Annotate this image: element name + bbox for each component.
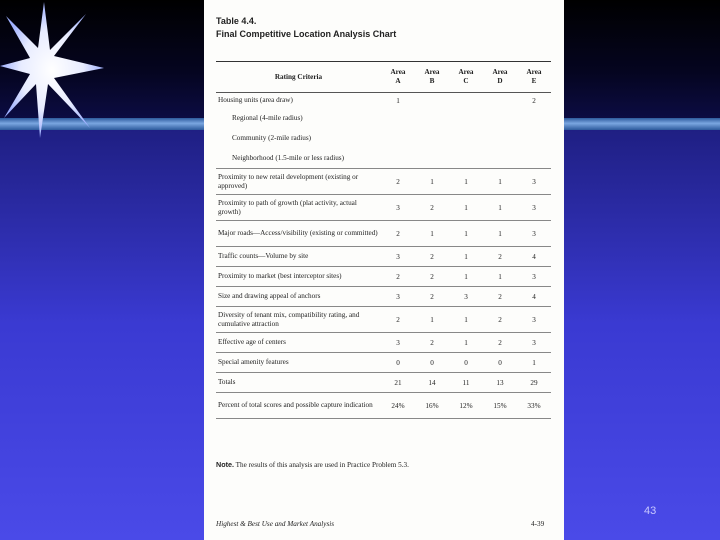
row-label: Effective age of centers xyxy=(216,333,381,353)
row-label: Percent of total scores and possible capture indication xyxy=(216,393,381,419)
table-row xyxy=(216,221,551,247)
table-row xyxy=(216,353,551,373)
row-value xyxy=(449,93,483,109)
row-value: 11 xyxy=(449,373,483,393)
row-value: 1 xyxy=(396,96,400,105)
row-value: 33% xyxy=(517,393,551,419)
row-label: Proximity to market (best interceptor sites) xyxy=(216,267,381,287)
starburst-icon xyxy=(0,0,110,140)
row-value: 2 xyxy=(415,287,449,307)
row-value: 15% xyxy=(483,393,517,419)
row-value: 24% xyxy=(381,393,415,419)
row-value: 2 xyxy=(415,267,449,287)
row-value xyxy=(415,149,449,169)
row-value: 2 xyxy=(381,307,415,333)
footer-book-title: Highest & Best Use and Market Analysis xyxy=(216,520,335,528)
row-value: 1 xyxy=(449,307,483,333)
row-label: Neighborhood (1.5-mile or less radius) xyxy=(216,149,381,169)
row-value xyxy=(483,129,517,149)
row-value: 2 xyxy=(483,287,517,307)
row-value: 1 xyxy=(449,221,483,247)
row-value: 1 xyxy=(449,267,483,287)
row-value xyxy=(449,129,483,149)
row-value: 1 xyxy=(483,221,517,247)
row-value: 3 xyxy=(517,169,551,195)
row-value: 1 xyxy=(415,169,449,195)
row-value: 2 xyxy=(532,96,536,105)
row-value xyxy=(381,149,415,169)
row-value xyxy=(415,93,449,109)
row-value: 3 xyxy=(517,267,551,287)
row-label: Housing units (area draw) xyxy=(218,96,293,105)
header-area: Area C xyxy=(449,62,483,93)
row-value: 3 xyxy=(381,333,415,353)
table-row xyxy=(216,333,551,353)
row-value: 16% xyxy=(415,393,449,419)
header-rating-criteria: Rating Criteria xyxy=(216,62,381,93)
row-value: 4 xyxy=(517,247,551,267)
footer-page-number: 4-39 xyxy=(531,520,545,528)
table-row xyxy=(216,307,551,333)
table-row xyxy=(216,247,551,267)
row-value: 3 xyxy=(517,221,551,247)
row-label: Major roads—Access/visibility (existing or committed) xyxy=(216,221,381,247)
table-title: Final Competitive Location Analysis Chart xyxy=(216,29,397,39)
row-value xyxy=(415,109,449,129)
row-value: 3 xyxy=(449,287,483,307)
table-row xyxy=(216,93,551,109)
row-value: 0 xyxy=(381,353,415,373)
row-value: 1 xyxy=(415,307,449,333)
row-value: 1 xyxy=(449,195,483,221)
row-value: 2 xyxy=(415,333,449,353)
row-value xyxy=(517,149,551,169)
row-value: 14 xyxy=(415,373,449,393)
table-row xyxy=(216,169,551,195)
table-label: Table 4.4. xyxy=(216,16,257,26)
row-value: 4 xyxy=(517,287,551,307)
table-row xyxy=(216,109,551,129)
table-row xyxy=(216,129,551,149)
row-value: 3 xyxy=(381,195,415,221)
row-value xyxy=(517,109,551,129)
row-label: Proximity to path of growth (plat activity, actual growth) xyxy=(216,195,381,221)
row-value: 2 xyxy=(381,169,415,195)
table-row xyxy=(216,287,551,307)
row-value xyxy=(415,129,449,149)
header-area: Area E xyxy=(517,62,551,93)
row-value: 12% xyxy=(449,393,483,419)
row-value: 0 xyxy=(483,353,517,373)
row-value: 2 xyxy=(381,221,415,247)
row-label: Regional (4-mile radius) xyxy=(232,114,303,122)
row-label: Proximity to new retail development (existing or approved) xyxy=(216,169,381,195)
table-row xyxy=(216,149,551,169)
row-value xyxy=(483,93,517,109)
row-value: 3 xyxy=(517,333,551,353)
header-area: Area B xyxy=(415,62,449,93)
table-row xyxy=(216,195,551,221)
row-value: 3 xyxy=(381,287,415,307)
header-area: Area D xyxy=(483,62,517,93)
row-value: 1 xyxy=(449,333,483,353)
row-value: 3 xyxy=(517,307,551,333)
row-value: 2 xyxy=(483,333,517,353)
row-value: 2 xyxy=(381,267,415,287)
row-value xyxy=(449,149,483,169)
row-value: 2 xyxy=(483,307,517,333)
row-value xyxy=(483,109,517,129)
row-value xyxy=(483,149,517,169)
row-value: 13 xyxy=(483,373,517,393)
document-page xyxy=(204,0,564,540)
analysis-table xyxy=(216,61,551,419)
row-value: 2 xyxy=(415,195,449,221)
table-row xyxy=(216,373,551,393)
row-label: Diversity of tenant mix, compatibility rating, and cumulative attraction xyxy=(216,307,381,333)
row-label: Traffic counts—Volume by site xyxy=(216,247,381,267)
row-value: 1 xyxy=(517,353,551,373)
row-value: 0 xyxy=(415,353,449,373)
row-value: 1 xyxy=(483,169,517,195)
row-value: 1 xyxy=(449,169,483,195)
table-row xyxy=(216,393,551,419)
header-area: Area A xyxy=(381,62,415,93)
row-value: 29 xyxy=(517,373,551,393)
row-value: 1 xyxy=(415,221,449,247)
row-value xyxy=(381,129,415,149)
table-header-row xyxy=(216,62,551,93)
table-row xyxy=(216,267,551,287)
row-value xyxy=(517,129,551,149)
row-label: Totals xyxy=(216,373,381,393)
row-value: 2 xyxy=(483,247,517,267)
row-label: Size and drawing appeal of anchors xyxy=(216,287,381,307)
row-value: 21 xyxy=(381,373,415,393)
row-value xyxy=(449,109,483,129)
row-value: 0 xyxy=(449,353,483,373)
row-value: 1 xyxy=(483,267,517,287)
row-value: 1 xyxy=(483,195,517,221)
row-label: Community (2-mile radius) xyxy=(232,134,312,142)
row-value: 1 xyxy=(449,247,483,267)
row-value: 3 xyxy=(381,247,415,267)
row-value: 3 xyxy=(517,195,551,221)
slide-number: 43 xyxy=(644,505,657,517)
row-value: 2 xyxy=(415,247,449,267)
table-note: Note. The results of this analysis are used in Practice Problem 5.3. xyxy=(216,460,409,469)
row-value xyxy=(381,109,415,129)
row-label: Special amenity features xyxy=(216,353,381,373)
